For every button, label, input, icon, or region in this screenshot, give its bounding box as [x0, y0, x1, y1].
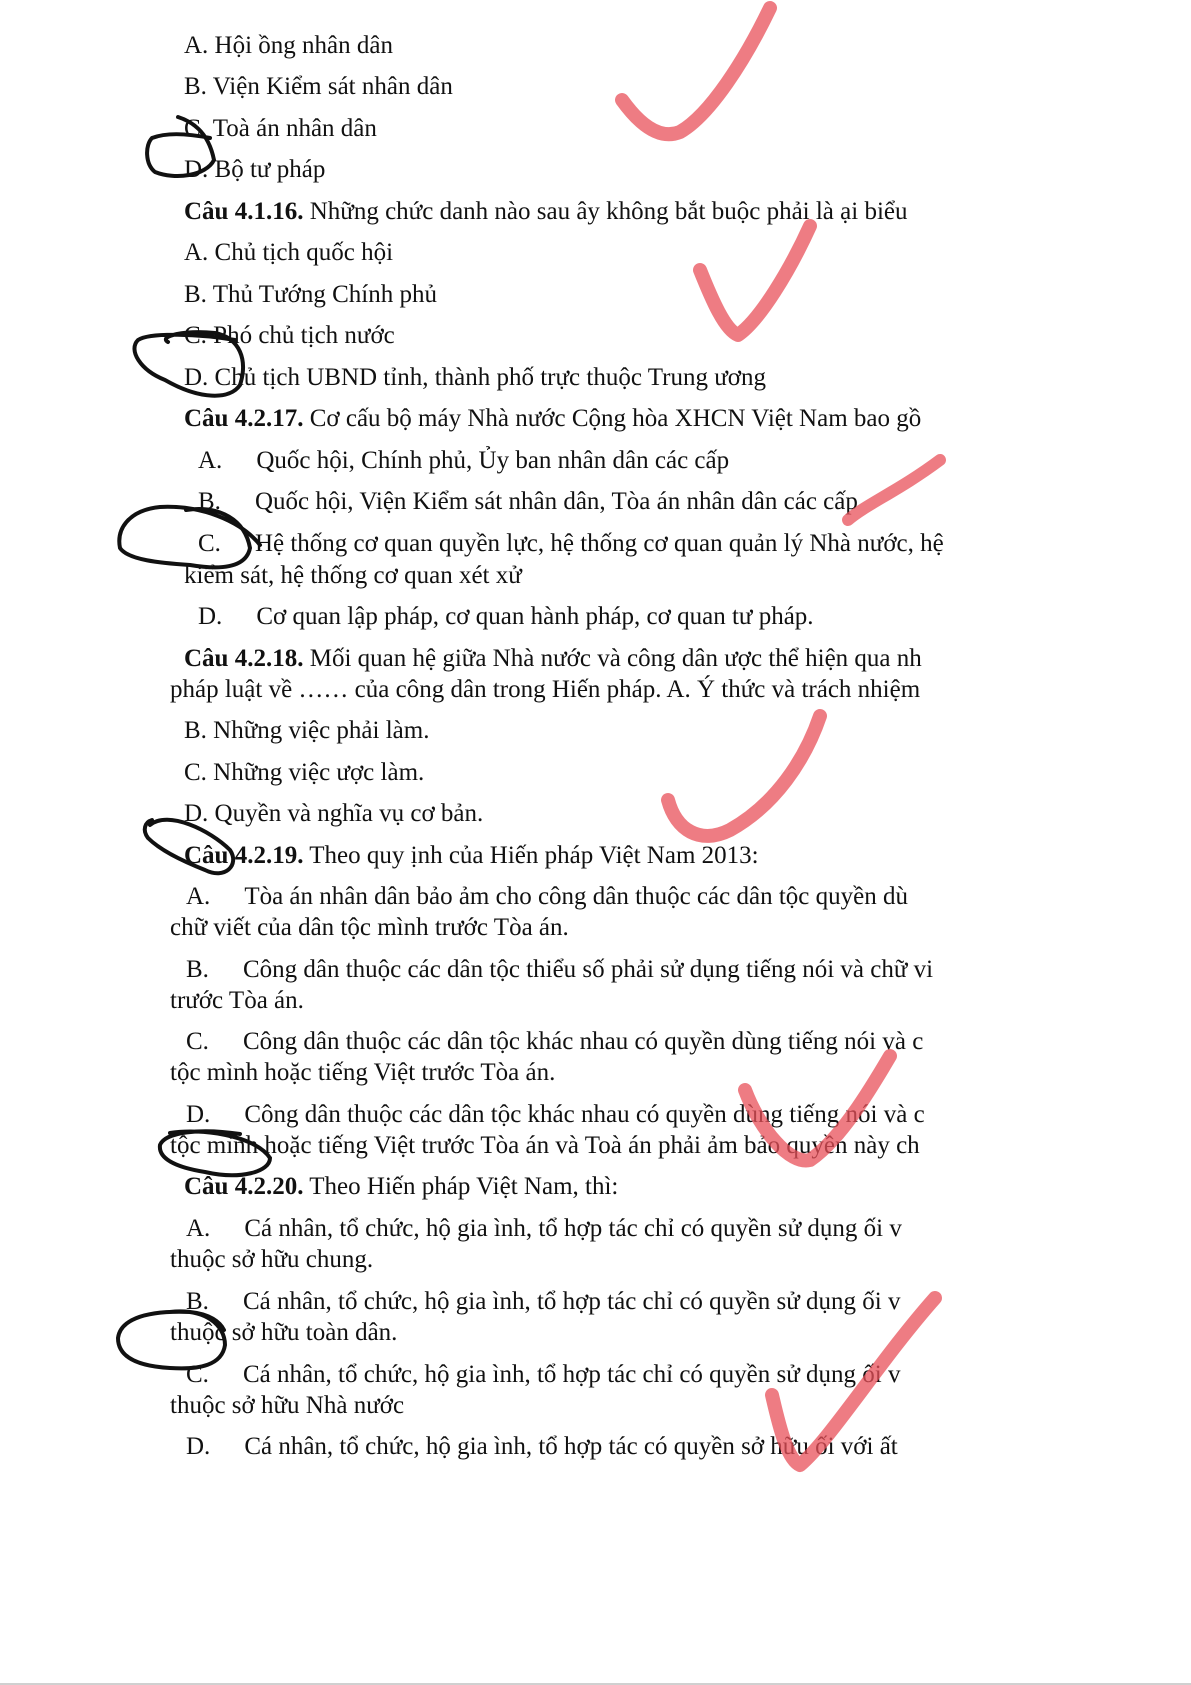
option-letter: C. — [198, 530, 221, 557]
option-text: Cá nhân, tổ chức, hộ gia ình, tổ hợp tác chỉ có quyền sử dụng ối v — [244, 1215, 902, 1242]
option-text-continuation: tộc mình hoặc tiếng Việt trước Tòa án. — [170, 1059, 556, 1086]
option-text: Cá nhân, tổ chức, hộ gia ình, tổ hợp tác chỉ có quyền sử dụng ối v — [242, 1288, 901, 1315]
answer-option: D. Chủ tịch UBND tỉnh, thành phố trực thuộc Trung ương — [184, 364, 766, 391]
option-text-continuation: thuộc sở hữu Nhà nước — [170, 1392, 405, 1419]
option-text: Công dân thuộc các dân tộc khác nhau có quyền dùng tiếng nói và c — [242, 1028, 924, 1055]
option-text: Công dân thuộc các dân tộc khác nhau có quyền dùng tiếng nói và c — [244, 1101, 925, 1128]
answer-option: B. Viện Kiểm sát nhân dân — [184, 73, 453, 100]
check-mark — [668, 716, 820, 836]
answer-option — [198, 602, 814, 632]
option-text-continuation: kiểm sát, hệ thống cơ quan xét xử — [184, 562, 522, 589]
option-letter: A. — [186, 883, 211, 910]
answer-option — [186, 1432, 898, 1462]
option-text-continuation: thuộc sở hữu toàn dân. — [170, 1319, 398, 1346]
question-number: Câu 4.2.20. — [184, 1173, 304, 1200]
option-letter: D. — [186, 1433, 211, 1460]
option-text-continuation: thuộc sở hữu chung. — [170, 1246, 374, 1273]
answer-option: C. Phó chủ tịch nước — [184, 322, 395, 349]
option-text-continuation: trước Tòa án. — [170, 987, 304, 1014]
option-letter: A. — [198, 447, 223, 474]
check-mark — [700, 226, 810, 335]
check-mark — [848, 460, 940, 520]
answer-option — [186, 1100, 925, 1130]
question-text: Mối quan hệ giữa Nhà nước và công dân ược thể hiện qua nh — [303, 645, 922, 672]
option-text-continuation: chữ viết của dân tộc mình trước Tòa án. — [170, 914, 569, 941]
question-text: Những chức danh nào sau ây không bắt buộc phải là ại biểu — [303, 198, 908, 225]
check-mark — [622, 8, 770, 134]
answer-option: B. Những việc phải làm. — [184, 717, 430, 744]
answer-option: C. Những việc ược làm. — [184, 759, 425, 786]
question-text: Theo quy ịnh của Hiến pháp Việt Nam 2013: — [303, 842, 759, 869]
question-4-2-19 — [184, 841, 759, 871]
option-text: Tòa án nhân dân bảo ảm cho công dân thuộc các dân tộc quyền dù — [244, 883, 908, 910]
option-letter: C. — [186, 1028, 209, 1055]
answer-option: A. Hội ồng nhân dân — [184, 32, 393, 59]
question-number: Câu 4.2.18. — [184, 645, 304, 672]
option-letter: D. — [186, 1101, 211, 1128]
option-letter: D. — [198, 603, 223, 630]
question-4-2-20 — [184, 1172, 618, 1202]
answer-option: C. Toà án nhân dân — [184, 115, 377, 142]
question-text: Cơ cấu bộ máy Nhà nước Cộng hòa XHCN Việt Nam bao gồ — [303, 405, 922, 432]
answer-option — [186, 1287, 901, 1317]
answer-option — [198, 487, 858, 517]
option-text: Cơ quan lập pháp, cơ quan hành pháp, cơ quan tư pháp. — [256, 603, 814, 630]
option-text: Hệ thống cơ quan quyền lực, hệ thống cơ quan quản lý Nhà nước, hệ — [254, 530, 944, 557]
option-letter: C. — [186, 1361, 209, 1388]
answer-option — [198, 529, 944, 559]
answer-option — [198, 446, 729, 476]
answer-option: D. Bộ tư pháp — [184, 156, 326, 183]
answer-option — [186, 955, 933, 985]
option-text: Công dân thuộc các dân tộc thiểu số phải sử dụng tiếng nói và chữ vi — [242, 956, 934, 983]
question-text-continuation: pháp luật về …… của công dân trong Hiến pháp. A. Ý thức và trách nhiệm — [170, 676, 921, 703]
option-text: Quốc hội, Viện Kiểm sát nhân dân, Tòa án nhân dân các cấp — [254, 488, 858, 515]
question-text: Theo Hiến pháp Việt Nam, thì: — [303, 1173, 619, 1200]
question-4-2-17 — [184, 404, 921, 434]
option-text-continuation: tộc mình hoặc tiếng Việt trước Tòa án và Toà án phải ảm bảo quyền này ch — [170, 1132, 920, 1159]
option-letter: B. — [198, 488, 221, 515]
answer-option: D. Quyền và nghĩa vụ cơ bản. — [184, 800, 484, 827]
question-number: Câu 4.2.19. — [184, 842, 304, 869]
option-letter: A. — [186, 1215, 211, 1242]
option-text: Cá nhân, tổ chức, hộ gia ình, tổ hợp tác có quyền sở hữu ối với ất — [244, 1433, 898, 1460]
question-4-1-16 — [184, 197, 908, 227]
option-text: Quốc hội, Chính phủ, Ủy ban nhân dân các cấp — [256, 447, 730, 474]
question-number: Câu 4.1.16. — [184, 198, 304, 225]
option-letter: B. — [186, 956, 209, 983]
option-text: Cá nhân, tổ chức, hộ gia ình, tổ hợp tác chỉ có quyền sử dụng ối v — [242, 1361, 901, 1388]
answer-option — [186, 1214, 902, 1244]
question-number: Câu 4.2.17. — [184, 405, 304, 432]
answer-option — [186, 1027, 923, 1057]
answer-option — [186, 882, 908, 912]
option-letter: B. — [186, 1288, 209, 1315]
answer-option — [186, 1360, 901, 1390]
question-4-2-18 — [184, 644, 922, 674]
answer-option: B. Thủ Tướng Chính phủ — [184, 281, 437, 308]
answer-option: A. Chủ tịch quốc hội — [184, 239, 394, 266]
